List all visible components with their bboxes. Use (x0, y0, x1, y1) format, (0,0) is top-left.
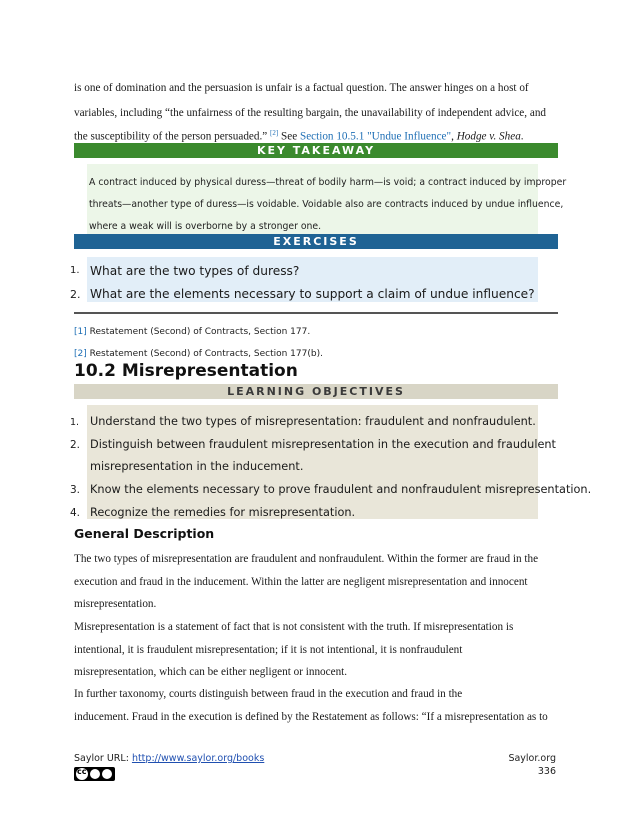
body-line-5: intentional, it is fraudulent misrepresentation; if it is not intentional, it is nonfraudulent (74, 644, 463, 656)
intro-comma: , (451, 130, 454, 143)
section-link-undue-influence[interactable]: Section 10.5.1 "Undue Influence" (299, 130, 452, 143)
objective-number-3: 3. (70, 484, 81, 496)
footnote-ref-2[interactable]: [2] (270, 129, 279, 137)
objective-item-3: Know the elements necessary to prove fraudulent and nonfraudulent misrepresentation. (90, 483, 592, 496)
intro-line-1: is one of domination and the persuasion is unfair is a factual question. The answer hinges on a host of (74, 82, 529, 94)
footer-site: Saylor.org (508, 753, 556, 764)
intro-see: See (281, 130, 298, 143)
footnote-2-ref[interactable]: [2] (74, 349, 87, 359)
footnote-1-text: Restatement (Second) of Contracts, Section 177. (89, 327, 311, 337)
section-title: 10.2 Misrepresentation (74, 361, 298, 381)
intro-line-2: variables, including “the unfairness of the resulting bargain, the unavailability of independent advice, and (74, 107, 547, 119)
body-line-6: misrepresentation, which can be either negligent or innocent. (74, 666, 348, 678)
objective-number-1: 1. (70, 417, 80, 428)
body-line-7: In further taxonomy, courts distinguish between fraud in the execution and fraud in the (74, 688, 463, 700)
exercise-item-1: What are the two types of duress? (90, 264, 300, 278)
footer-url (74, 753, 264, 764)
objective-item-4: Recognize the remedies for misrepresentation. (90, 506, 356, 519)
footnote-2 (74, 349, 323, 359)
footer-url-label: Saylor URL: (74, 753, 129, 764)
page-number: 336 (537, 766, 556, 777)
objective-item-1: Understand the two types of misrepresentation: fraudulent and nonfraudulent. (90, 415, 536, 428)
exercise-number-1: 1. (70, 265, 80, 276)
key-takeaway-line-2: threats—another type of duress—is voidable. Voidable also are contracts induced by undue influence, (89, 199, 564, 210)
key-takeaway-header: KEY TAKEAWAY (74, 143, 558, 158)
intro-line-3 (74, 129, 558, 143)
footnote-1-ref[interactable]: [1] (74, 327, 87, 337)
footer-url-link[interactable]: http://www.saylor.org/books (131, 753, 265, 764)
intro-period: . (520, 130, 524, 143)
body-line-8: inducement. Fraud in the execution is defined by the Restatement as follows: “If a misrepresentation as to (74, 711, 548, 723)
creative-commons-icon (74, 767, 115, 781)
exercise-item-2: What are the elements necessary to support a claim of undue influence? (90, 287, 535, 301)
body-line-2: execution and fraud in the inducement. Within the latter are negligent misrepresentation and innocent (74, 576, 528, 588)
objective-number-4: 4. (70, 507, 81, 519)
body-line-3: misrepresentation. (74, 598, 157, 610)
objective-item-2-line-2: misrepresentation in the inducement. (90, 460, 304, 473)
key-takeaway-line-3: where a weak will is overborne by a stronger one. (89, 221, 322, 232)
key-takeaway-line-1: A contract induced by physical duress—threat of bodily harm—is void; a contract induced by improper (89, 177, 567, 188)
intro-line-3-text: the susceptibility of the person persuaded.” (74, 130, 268, 143)
footnote-2-text: Restatement (Second) of Contracts, Section 177(b). (89, 349, 323, 359)
footnote-1 (74, 327, 310, 337)
exercise-number-2: 2. (70, 288, 81, 301)
exercises-header: EXERCISES (74, 234, 558, 249)
objective-number-2: 2. (70, 439, 81, 451)
learning-objectives-header: LEARNING OBJECTIVES (74, 384, 558, 399)
objective-item-2-line-1: Distinguish between fraudulent misrepresentation in the execution and fraudulent (90, 438, 556, 451)
body-line-1: The two types of misrepresentation are fraudulent and nonfraudulent. Within the former are fraud in the (74, 553, 539, 565)
footnote-divider (74, 312, 558, 314)
body-line-4: Misrepresentation is a statement of fact that is not consistent with the truth. If misrepresentation is (74, 621, 514, 633)
case-name: Hodge v. Shea (456, 130, 521, 143)
subsection-heading: General Description (74, 526, 215, 541)
